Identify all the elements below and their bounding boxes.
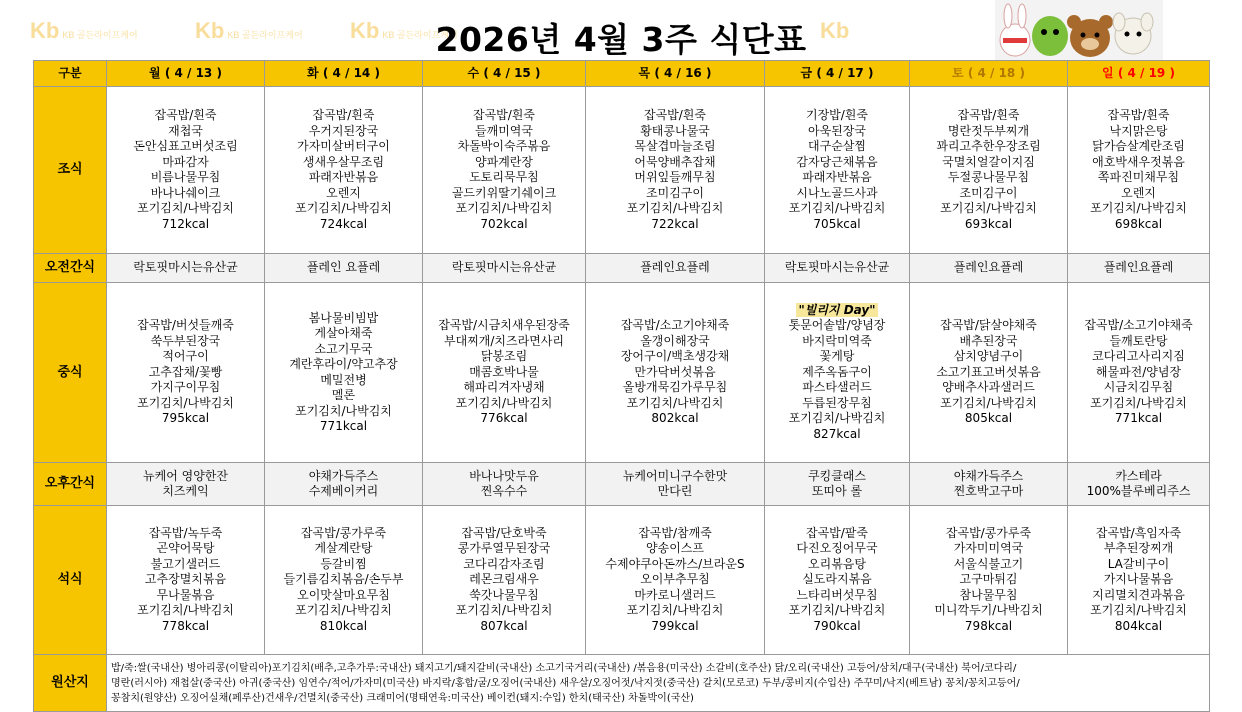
row-label-pm-snack: 오후간식 xyxy=(34,463,107,506)
calorie-value: 807kcal xyxy=(480,618,528,633)
menu-item: 뉴케어미니구수한맛 xyxy=(622,468,728,483)
menu-item: 느타리버섯무침 xyxy=(796,587,878,602)
menu-item: 락토핏마시는유산균 xyxy=(784,260,890,275)
lunch-cell-thu xyxy=(586,283,765,463)
menu-item: 쪽파진미채무침 xyxy=(1097,170,1180,184)
menu-item: 장어구이/백초생강채 xyxy=(620,349,730,364)
menu-item: 실도라지볶음 xyxy=(802,572,872,587)
row-label-lunch: 중식 xyxy=(34,283,107,463)
menu-item: 가지구이무침 xyxy=(150,380,221,395)
calorie-value: 827kcal xyxy=(813,426,861,441)
menu-item: 곤약어묵탕 xyxy=(156,541,215,556)
menu-item: 골드키위딸기쉐이크 xyxy=(451,185,557,200)
menu-item: 우거지된장국 xyxy=(308,123,379,138)
menu-item: 아욱된장국 xyxy=(808,123,866,138)
lunch-row xyxy=(34,283,1210,463)
menu-item: 찐옥수수 xyxy=(480,484,528,498)
menu-item: 메밀전병 xyxy=(320,372,367,387)
menu-item: 포기김치/나박김치 xyxy=(788,411,886,426)
weekly-menu-table xyxy=(33,60,1210,712)
menu-item: 콩가루열무된장국 xyxy=(457,541,551,556)
menu-item: 포기김치/나박김치 xyxy=(295,403,392,418)
menu-item: 애호박새우젓볶음 xyxy=(1092,154,1185,169)
watermark-logo: Kb KB 골든라이프케어 xyxy=(350,18,458,43)
menu-item: 시나노골드사과 xyxy=(796,185,878,200)
dinner-cell-sat xyxy=(910,506,1068,655)
menu-item: 해파리겨자냉채 xyxy=(463,380,545,395)
menu-item: 두절콩나물무침 xyxy=(947,170,1030,184)
calorie-value: 805kcal xyxy=(964,411,1013,426)
menu-item: 바나나쉐이크 xyxy=(150,185,221,200)
menu-item: 만다린 xyxy=(657,484,693,498)
menu-item: 봄나물비빔밥 xyxy=(308,310,379,325)
menu-item: 잡곡밥/흰죽 xyxy=(472,108,535,122)
menu-item: 오렌지 xyxy=(326,185,361,200)
menu-item: 오이부추무침 xyxy=(640,572,710,587)
menu-item: 포기김치/나박김치 xyxy=(1090,603,1187,618)
menu-item: 게살계란탕 xyxy=(314,541,373,556)
menu-item: 부대찌개/치즈라면사리 xyxy=(444,333,564,348)
watermark-logo: Kb KB 골든라이프케어 xyxy=(30,18,138,43)
calorie-value: 722kcal xyxy=(651,216,699,231)
calorie-value: 802kcal xyxy=(651,411,699,426)
watermark-logo: Kb xyxy=(820,18,850,43)
menu-item: 레몬크림새우 xyxy=(469,572,539,587)
menu-item: 해물파전/양념장 xyxy=(1095,364,1182,379)
menu-item: 잡곡밥/흑임자죽 xyxy=(1095,525,1182,540)
menu-item: 포기김치/나박김치 xyxy=(137,395,234,410)
menu-item: 어묵양배추잡채 xyxy=(634,154,716,169)
menu-item: 잡곡밥/콩가루죽 xyxy=(300,525,387,540)
menu-item: 플레인요플레 xyxy=(953,260,1024,275)
menu-item: 잡곡밥/흰죽 xyxy=(957,108,1020,122)
row-label-breakfast: 조식 xyxy=(34,87,107,254)
breakfast-cell-fri xyxy=(765,87,910,254)
calorie-value: 790kcal xyxy=(813,618,861,633)
menu-item: 조미김구이 xyxy=(646,185,704,200)
menu-item: 야채가득주스 xyxy=(308,468,379,483)
menu-item: 올갱이해장국 xyxy=(640,333,710,348)
menu-item: 참나물무침 xyxy=(959,587,1018,602)
menu-item: 포기김치/나박김치 xyxy=(940,201,1037,215)
menu-item: 매콤호박나물 xyxy=(469,364,539,379)
menu-item: 포기김치/나박김치 xyxy=(455,395,553,410)
menu-item: 고추장멸치볶음 xyxy=(144,572,227,587)
menu-item: 양배추사과샐러드 xyxy=(942,380,1035,395)
pm-snack-cell-wed xyxy=(423,463,586,506)
menu-item: 제주옥돔구이 xyxy=(802,364,872,379)
calorie-value: 778kcal xyxy=(161,618,210,633)
pm-snack-row xyxy=(34,463,1210,506)
menu-item: 수제베이커리 xyxy=(308,484,379,498)
menu-item: 오렌지 xyxy=(1121,185,1156,200)
menu-item: 감자당근채볶음 xyxy=(796,154,878,169)
menu-item: 차돌박이숙주볶음 xyxy=(457,139,551,153)
am-snack-cell-mon xyxy=(107,254,265,283)
menu-item: 무나물볶음 xyxy=(156,587,215,602)
menu-item: 파래자반볶음 xyxy=(308,170,379,184)
menu-item: 포기김치/나박김치 xyxy=(295,603,392,618)
menu-item: 국멸치얼갈이지짐 xyxy=(942,154,1035,169)
menu-item: 등갈비찜 xyxy=(320,556,367,571)
menu-item: 바나나맛두유 xyxy=(469,468,539,483)
menu-item: 가지나물볶음 xyxy=(1103,572,1174,587)
menu-item: 멜론 xyxy=(331,388,356,402)
menu-item: 마카로니샐러드 xyxy=(634,587,716,602)
pm-snack-cell-thu xyxy=(586,463,765,506)
menu-item: 들기름김치볶음/손두부 xyxy=(283,572,404,587)
menu-item: 서울식불고기 xyxy=(953,556,1024,571)
row-label-dinner: 석식 xyxy=(34,506,107,655)
header-row xyxy=(34,61,1210,87)
menu-item: 잡곡밥/흰죽 xyxy=(312,108,375,122)
page-title: 2026년 4월 3주 식단표 xyxy=(435,20,807,59)
menu-item: 올방개묵김가루무침 xyxy=(622,380,728,395)
menu-item: 고추잡채/꽃빵 xyxy=(148,364,223,379)
breakfast-cell-sat xyxy=(910,87,1068,254)
menu-item: 잡곡밥/녹두죽 xyxy=(148,525,223,540)
special-day-tag: "빌리지 Day" xyxy=(796,303,879,317)
dinner-cell-sun xyxy=(1068,506,1210,655)
menu-item: 잡곡밥/팥죽 xyxy=(805,525,868,540)
menu-item: 잡곡밥/소고기야채죽 xyxy=(1084,318,1193,333)
menu-item: 코다리감자조림 xyxy=(463,556,545,571)
calorie-value: 810kcal xyxy=(319,618,368,633)
menu-item: 소고기무국 xyxy=(314,341,373,356)
menu-item: 야채가득주스 xyxy=(953,468,1024,483)
calorie-value: 771kcal xyxy=(1114,411,1163,426)
menu-item: 포기김치/나박김치 xyxy=(137,201,234,215)
menu-item: 닭봉조림 xyxy=(480,349,528,364)
menu-item: 양송이스프 xyxy=(646,541,704,556)
menu-item: 또띠아 롤 xyxy=(811,484,863,498)
menu-item: 포기김치/나박김치 xyxy=(137,603,234,618)
calorie-value: 693kcal xyxy=(964,216,1013,231)
menu-item: 지리멸치견과볶음 xyxy=(1092,587,1185,602)
menu-item: 미니깍두기/나박김치 xyxy=(934,603,1043,618)
dinner-cell-thu xyxy=(586,506,765,655)
menu-item: 쑥갓나물무침 xyxy=(469,587,539,602)
day-header-sun: 일 ( 4 / 19 ) xyxy=(1068,61,1210,87)
row-label-origin: 원산지 xyxy=(34,655,107,712)
calorie-value: 705kcal xyxy=(813,216,861,231)
menu-item: 잡곡밥/닭살야채죽 xyxy=(940,318,1037,333)
row-label-am-snack: 오전간식 xyxy=(34,254,107,283)
menu-item: 양파계란장 xyxy=(475,154,533,169)
calorie-value: 702kcal xyxy=(480,216,528,231)
menu-item: 가자미미역국 xyxy=(953,541,1024,556)
menu-item: 들깨미역국 xyxy=(475,123,533,138)
calorie-value: 724kcal xyxy=(319,216,368,231)
day-header-fri: 금 ( 4 / 17 ) xyxy=(765,61,910,87)
menu-item: 톳문어솥밥/양념장 xyxy=(788,318,886,333)
dinner-cell-mon xyxy=(107,506,265,655)
day-header-sat: 토 ( 4 / 18 ) xyxy=(910,61,1068,87)
menu-item: 오이맛살마요무침 xyxy=(297,587,390,602)
menu-item: 불고기샐러드 xyxy=(150,556,221,571)
menu-item: 쿠킹클래스 xyxy=(808,468,866,483)
day-header-mon: 월 ( 4 / 13 ) xyxy=(107,61,265,87)
menu-item: 만가닥버섯볶음 xyxy=(634,364,716,379)
menu-item: 두릅된장무침 xyxy=(802,395,872,410)
day-header-thu: 목 ( 4 / 16 ) xyxy=(586,61,765,87)
origin-line: 밥/죽:쌀(국내산) 병아리콩(이탈리아)포기김치(배추,고추가루:국내산) 돼지고기/돼지갈비(국내산) 소고기국거리(국내산) /볶음용(미국산) 소갈비(호주산) 닭/오리(국내산) 고등어/삼치/대구(국내산) 북어/코다리/ xyxy=(111,662,1017,674)
menu-item: 100%블루베리주스 xyxy=(1086,484,1191,498)
breakfast-cell-tue xyxy=(265,87,423,254)
menu-item: 포기김치/나박김치 xyxy=(455,603,553,618)
menu-item: 게살아채죽 xyxy=(314,326,373,340)
menu-item: 수제야쿠아돈까스/브라운S xyxy=(605,556,745,571)
calorie-value: 771kcal xyxy=(319,419,368,433)
menu-item: 포기김치/나박김치 xyxy=(788,201,886,215)
menu-item: 쑥두부된장국 xyxy=(150,333,221,348)
breakfast-cell-mon xyxy=(107,87,265,254)
menu-item: 들깨토란탕 xyxy=(1109,333,1168,348)
menu-item: 잡곡밥/시금치새우된장죽 xyxy=(438,318,570,333)
menu-item: 포기김치/나박김치 xyxy=(626,201,724,215)
menu-item: 삼치양념구이 xyxy=(953,349,1024,364)
menu-item: 기장밥/흰죽 xyxy=(805,108,868,122)
watermark-logo: Kb KB 골든라이프케어 xyxy=(195,18,303,43)
menu-item: 낙지맑은탕 xyxy=(1109,123,1168,138)
calorie-value: 698kcal xyxy=(1114,216,1163,231)
menu-item: 황태콩나물국 xyxy=(640,123,710,138)
menu-item: 락토핏마시는유산균 xyxy=(451,260,557,275)
pm-snack-cell-fri xyxy=(765,463,910,506)
breakfast-cell-thu xyxy=(586,87,765,254)
lunch-cell-wed xyxy=(423,283,586,463)
menu-item: 포기김치/나박김치 xyxy=(788,603,886,618)
menu-item: 가자미살버터구이 xyxy=(297,139,390,153)
menu-item: 플레인 요플레 xyxy=(306,260,381,275)
menu-item: 생새우살무조림 xyxy=(302,154,385,169)
mascot-characters-image xyxy=(995,0,1163,62)
category-header: 구분 xyxy=(34,61,107,87)
menu-item: 포기김치/나박김치 xyxy=(295,201,392,215)
day-header-wed: 수 ( 4 / 15 ) xyxy=(423,61,586,87)
menu-item: 플레인요플레 xyxy=(1103,260,1174,275)
lunch-cell-fri xyxy=(765,283,910,463)
pm-snack-cell-tue xyxy=(265,463,423,506)
origin-info xyxy=(107,655,1210,712)
menu-item: 고구마튀김 xyxy=(959,572,1018,587)
am-snack-cell-sun xyxy=(1068,254,1210,283)
menu-item: 시금치김무침 xyxy=(1103,380,1174,395)
calorie-value: 795kcal xyxy=(161,411,210,426)
menu-item: 뉴케어 영양한잔 xyxy=(143,468,228,483)
lunch-cell-sat xyxy=(910,283,1068,463)
menu-item: 치즈케익 xyxy=(162,484,209,498)
dinner-row xyxy=(34,506,1210,655)
menu-item: 잡곡밥/참깨죽 xyxy=(638,525,712,540)
breakfast-row xyxy=(34,87,1210,254)
menu-item: 목살겹마늘조림 xyxy=(634,139,716,153)
breakfast-cell-sun xyxy=(1068,87,1210,254)
menu-item: 머위잎들깨무침 xyxy=(634,170,716,184)
dinner-cell-fri xyxy=(765,506,910,655)
menu-item: 바지락미역죽 xyxy=(802,333,872,348)
calorie-value: 776kcal xyxy=(480,411,528,426)
menu-item: 파래자반볶음 xyxy=(802,170,872,184)
menu-item: 배추된장국 xyxy=(959,333,1018,348)
menu-item: 찐호박고구마 xyxy=(953,484,1024,498)
menu-item: 대구순살찜 xyxy=(808,139,866,153)
menu-item: 부추된장찌개 xyxy=(1103,541,1174,556)
origin-line: 꽁참치(원양산) 오징어실채(페루산)건새우/건멸치(중국산) 크래미어(명태연육:미국산) 베이컨(돼지:수입) 한치(태국산) 차돌박이(국산) xyxy=(111,692,694,704)
menu-item: 파스타샐러드 xyxy=(802,380,872,395)
menu-item: 계란후라이/약고추장 xyxy=(289,357,398,371)
am-snack-row xyxy=(34,254,1210,283)
menu-item: LA갈비구이 xyxy=(1107,556,1170,571)
menu-item: 코다리고사리지짐 xyxy=(1092,349,1185,364)
menu-item: 포기김치/나박김치 xyxy=(1090,201,1187,215)
lunch-cell-sun xyxy=(1068,283,1210,463)
menu-item: 플레인요플레 xyxy=(640,260,710,275)
menu-item: 잡곡밥/단호박죽 xyxy=(461,525,547,540)
origin-row xyxy=(34,655,1210,712)
menu-item: 재첩국 xyxy=(168,123,203,138)
origin-line: 명란(러시아) 재첩살(중국산) 아귀(중국산) 임연수/적어/가자미(미국산) 바지락/홍합/굴/오징어(국내산) 새우살/오징어젓/낙지젓(중국산) 갈치(모로코) 두부/콩비지(수입산) 주꾸미/낙지(베트남) 꽁치/꽁치고등어/ xyxy=(111,677,1020,689)
dinner-cell-tue xyxy=(265,506,423,655)
menu-item: 적어구이 xyxy=(162,349,209,364)
am-snack-cell-fri xyxy=(765,254,910,283)
calorie-value: 804kcal xyxy=(1114,618,1163,633)
menu-item: 잡곡밥/흰죽 xyxy=(643,108,706,122)
menu-item: 조미김구이 xyxy=(959,185,1018,200)
menu-item: 오리볶음탕 xyxy=(808,556,866,571)
menu-item: 카스테라 xyxy=(1115,468,1162,483)
day-header-tue: 화 ( 4 / 14 ) xyxy=(265,61,423,87)
menu-item: 포기김치/나박김치 xyxy=(1090,395,1187,410)
am-snack-cell-tue xyxy=(265,254,423,283)
menu-item: 닭가슴살계란조림 xyxy=(1092,139,1185,153)
menu-item: 포기김치/나박김치 xyxy=(626,395,724,410)
menu-item: 다진오징어무국 xyxy=(796,541,878,556)
pm-snack-cell-sun xyxy=(1068,463,1210,506)
lunch-cell-tue xyxy=(265,283,423,463)
am-snack-cell-thu xyxy=(586,254,765,283)
menu-item: 잡곡밥/콩가루죽 xyxy=(945,525,1032,540)
menu-item: 마파감자 xyxy=(162,154,209,169)
menu-item: 잡곡밥/흰죽 xyxy=(1107,108,1170,122)
menu-item: 잡곡밥/버섯들깨죽 xyxy=(137,318,234,333)
menu-item: 포기김치/나박김치 xyxy=(455,201,553,215)
menu-item: 명란젓두부찌개 xyxy=(947,123,1030,138)
menu-item: 잡곡밥/흰죽 xyxy=(154,108,217,122)
pm-snack-cell-sat xyxy=(910,463,1068,506)
am-snack-cell-wed xyxy=(423,254,586,283)
menu-item: 포기김치/나박김치 xyxy=(626,603,724,618)
menu-item: 비름나물무침 xyxy=(150,170,221,184)
menu-item: 도토리묵무침 xyxy=(469,170,539,184)
menu-item: 돈안심표고버섯조림 xyxy=(133,139,238,153)
menu-item: 꽃게탕 xyxy=(819,349,855,364)
dinner-cell-wed xyxy=(423,506,586,655)
calorie-value: 799kcal xyxy=(651,618,699,633)
lunch-cell-mon xyxy=(107,283,265,463)
menu-item: 소고기표고버섯볶음 xyxy=(936,364,1041,379)
calorie-value: 712kcal xyxy=(161,216,210,231)
breakfast-cell-wed xyxy=(423,87,586,254)
am-snack-cell-sat xyxy=(910,254,1068,283)
pm-snack-cell-mon xyxy=(107,463,265,506)
menu-item: 락토핏마시는유산균 xyxy=(133,260,238,275)
menu-item: 포기김치/나박김치 xyxy=(940,395,1037,410)
menu-item: 잡곡밥/소고기야채죽 xyxy=(620,318,730,333)
calorie-value: 798kcal xyxy=(964,618,1013,633)
menu-item: 꽈리고추한우장조림 xyxy=(936,139,1041,153)
